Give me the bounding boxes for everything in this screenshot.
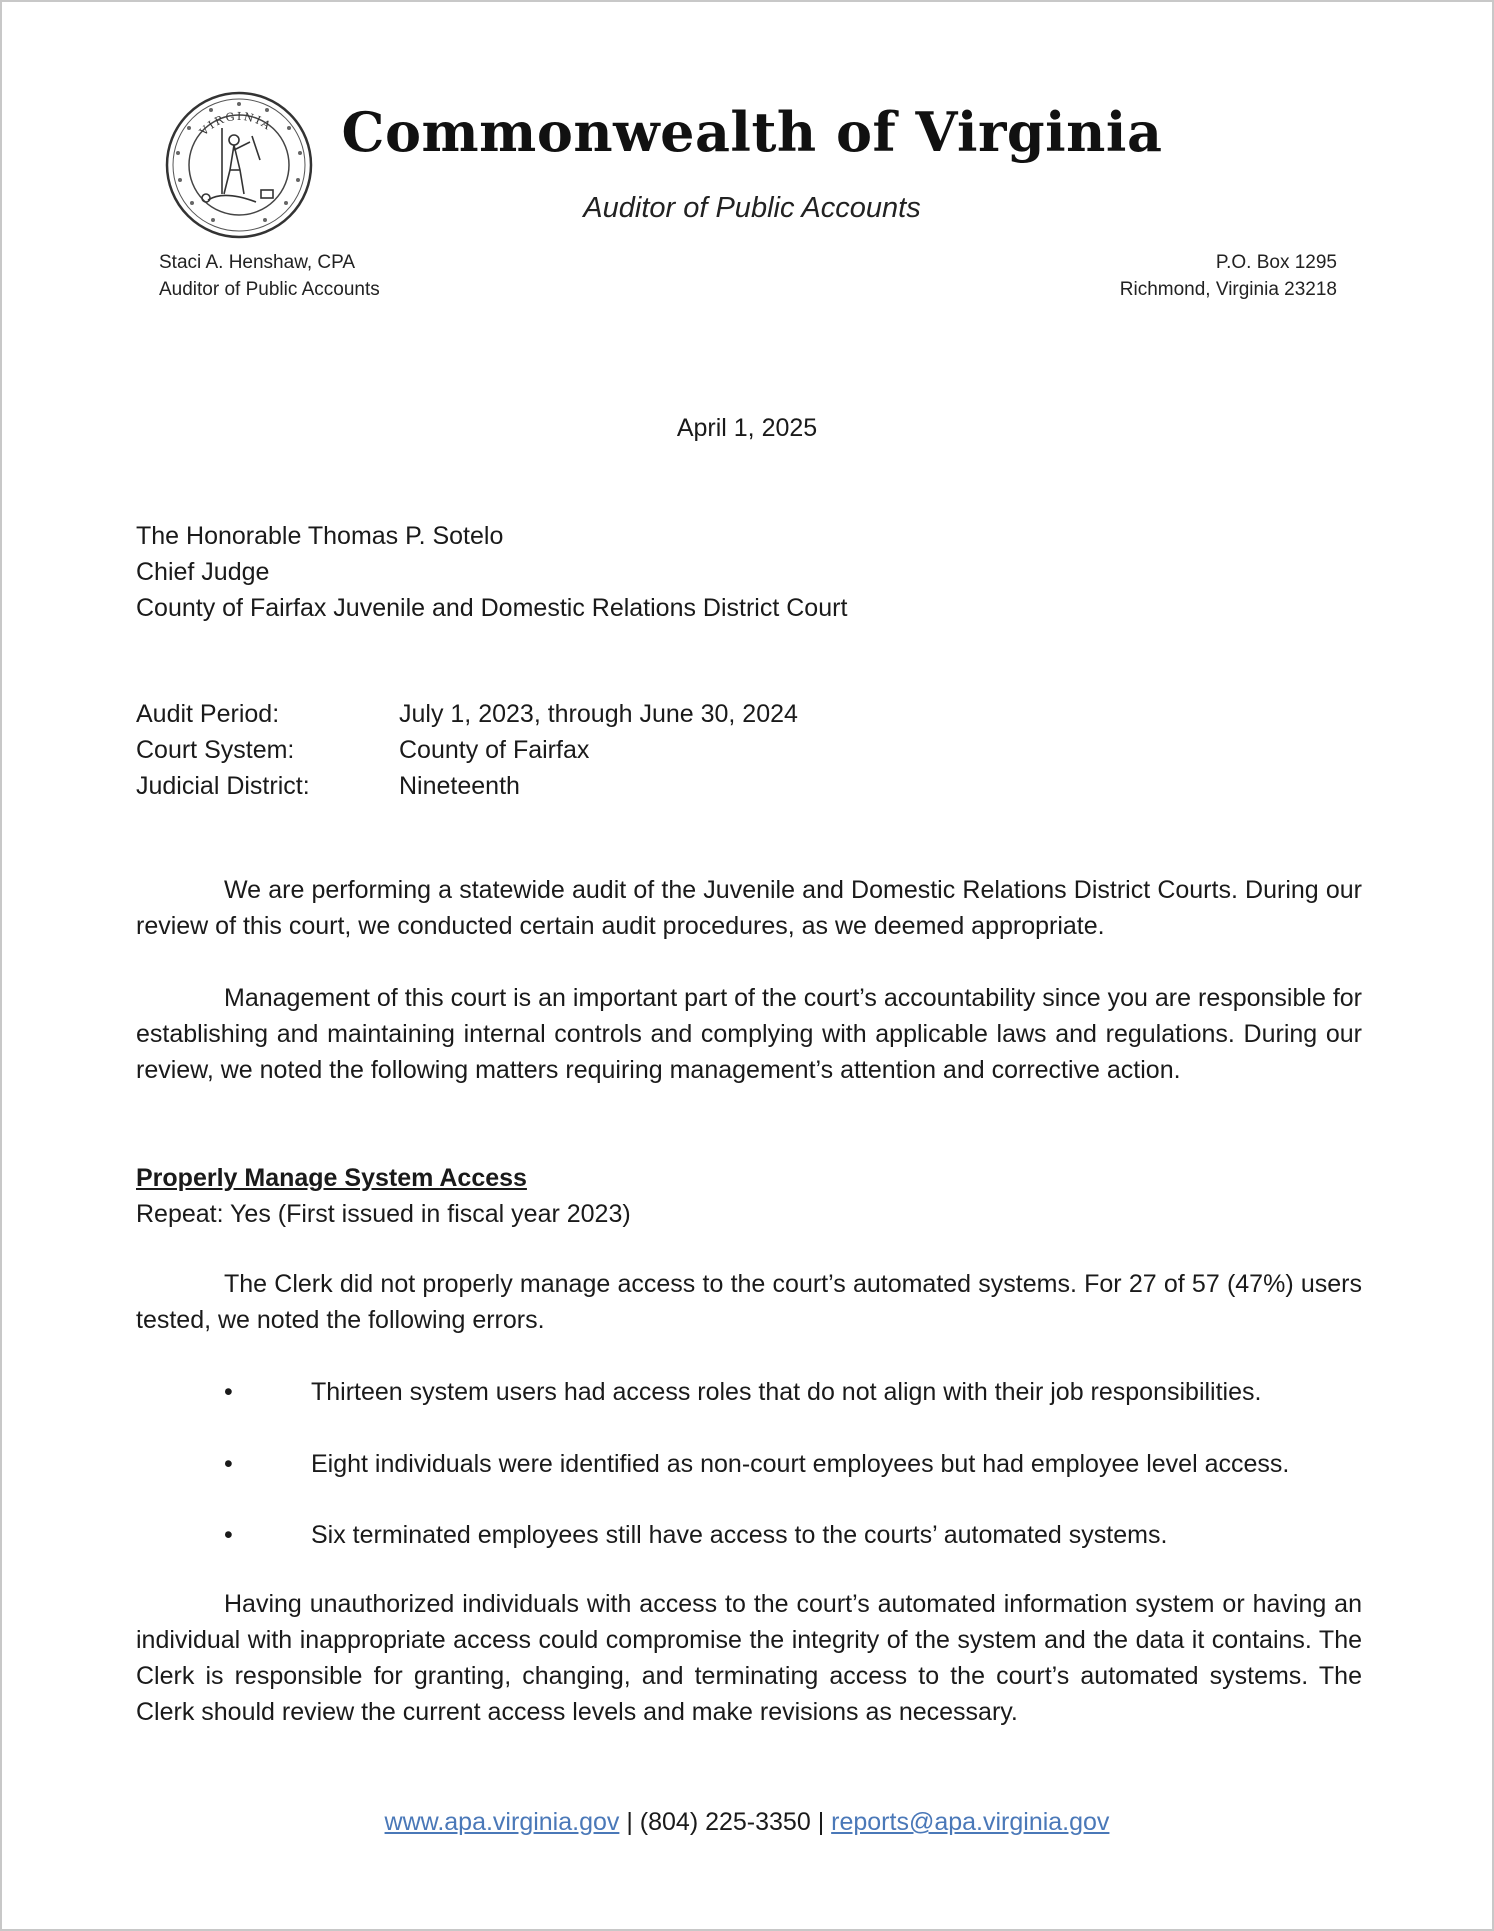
bullet-icon: • xyxy=(224,1521,233,1549)
address-line-2: Richmond, Virginia 23218 xyxy=(1119,279,1337,300)
recipient-name: The Honorable Thomas P. Sotelo xyxy=(136,522,504,550)
judicial-district-value: Nineteenth xyxy=(399,772,520,800)
address-line-1: P.O. Box 1295 xyxy=(1215,252,1337,273)
audit-info-row xyxy=(136,696,798,732)
audit-info-row xyxy=(136,768,798,804)
list-item xyxy=(224,1374,1364,1410)
address-block xyxy=(1120,249,1337,303)
judicial-district-label: Judicial District: xyxy=(136,772,310,800)
letterhead-title: Commonwealth of Virginia xyxy=(341,100,1163,164)
recipient-block xyxy=(136,518,847,626)
seal-text: VIRGINIA xyxy=(197,109,275,139)
paragraph-finding: The Clerk did not properly manage access to the court’s automated systems. For 27 of 57 (47%) users tested, we noted the following errors. xyxy=(136,1270,1362,1334)
list-item-text: Eight individuals were identified as non-court employees but had employee level access. xyxy=(311,1450,1290,1478)
court-system-label: Court System: xyxy=(136,736,295,764)
footer xyxy=(2,1808,1492,1837)
recipient-title: Chief Judge xyxy=(136,558,270,586)
paragraph-intro: We are performing a statewide audit of the Juvenile and Domestic Relations District Courts. During our review of this court, we conducted certain audit procedures, as we deemed appropriate. xyxy=(136,876,1362,940)
audit-info-row xyxy=(136,732,798,768)
letter-date: April 1, 2025 xyxy=(676,414,818,442)
finding-repeat: Repeat: Yes (First issued in fiscal year 2023) xyxy=(136,1200,631,1228)
paragraph-management: Management of this court is an important part of the court’s accountability since you are responsible for establishing and maintaining internal controls and complying with applicable laws and regulations. During our review, we noted the following matters requiring management’s attention and corrective action. xyxy=(136,984,1362,1084)
audit-info-block xyxy=(136,696,798,804)
auditor-name: Staci A. Henshaw, CPA xyxy=(159,252,356,273)
court-system-value: County of Fairfax xyxy=(399,736,590,764)
virginia-seal-icon xyxy=(164,90,314,240)
list-item-text: Six terminated employees still have access to the courts’ automated systems. xyxy=(311,1521,1168,1549)
recipient-court: County of Fairfax Juvenile and Domestic Relations District Court xyxy=(136,594,848,622)
letterhead-subtitle: Auditor of Public Accounts xyxy=(583,192,921,224)
auditor-title: Auditor of Public Accounts xyxy=(159,279,380,300)
list-item-text: Thirteen system users had access roles that do not align with their job responsibilities. xyxy=(311,1378,1262,1406)
audit-period-label: Audit Period: xyxy=(136,700,280,728)
audit-period-value: July 1, 2023, through June 30, 2024 xyxy=(399,700,798,728)
bullet-icon: • xyxy=(224,1450,233,1478)
footer-separator: | xyxy=(619,1808,640,1836)
footer-separator: | xyxy=(810,1808,832,1836)
footer-phone: (804) 225-3350 xyxy=(639,1808,811,1836)
email-link[interactable]: reports@apa.virginia.gov xyxy=(831,1808,1110,1836)
list-item xyxy=(224,1446,1364,1482)
website-link[interactable]: www.apa.virginia.gov xyxy=(384,1808,620,1836)
list-item xyxy=(224,1517,1364,1553)
bullet-icon: • xyxy=(224,1378,233,1406)
auditor-block xyxy=(159,249,380,303)
paragraph-conclusion: Having unauthorized individuals with access to the court’s automated information system or having an individual with inappropriate access could compromise the integrity of the system and the data it contains. The Clerk is responsible for granting, changing, and terminating access to the court’s automated systems. The Clerk should review the current access levels and make revisions as necessary. xyxy=(136,1590,1362,1726)
finding-title: Properly Manage System Access xyxy=(136,1164,527,1192)
